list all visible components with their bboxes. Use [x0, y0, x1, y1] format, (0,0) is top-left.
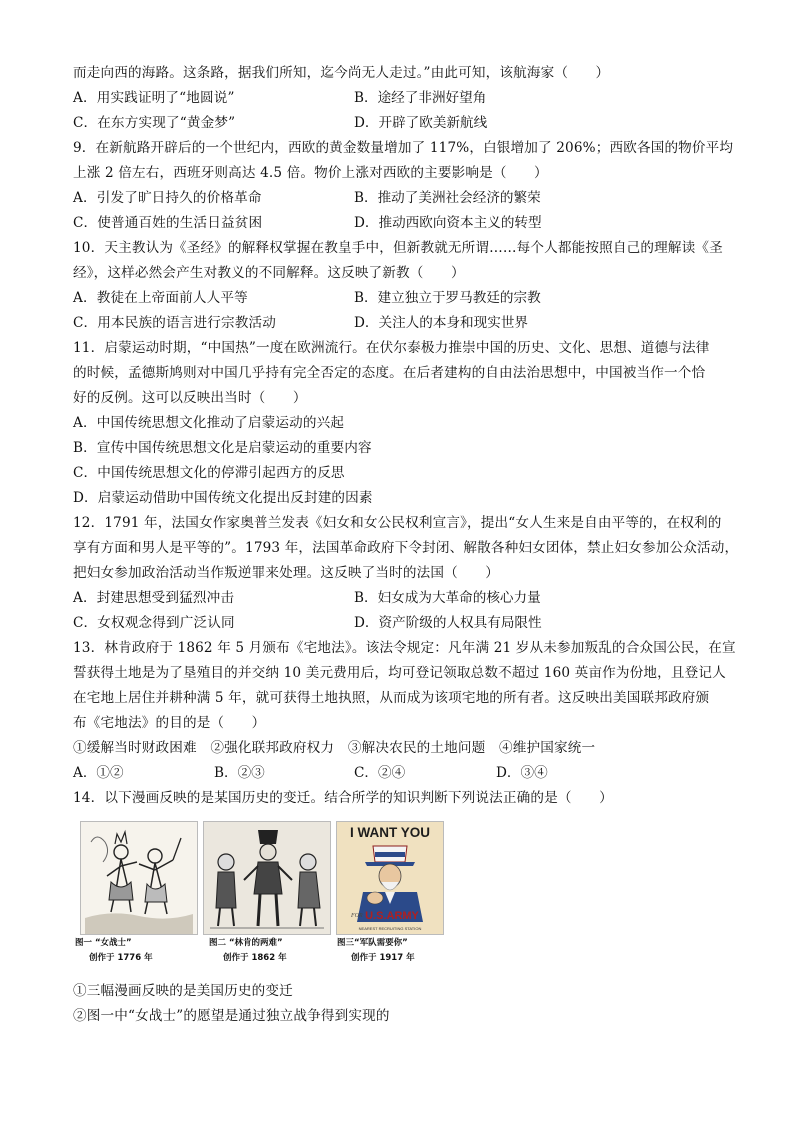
q13-option-c: C．②④	[354, 765, 406, 781]
q11-stem-line: 11．启蒙运动时期，“中国热”一度在欧洲流行。在伏尔泰极力推崇中国的历史、文化、思想、道德与法律	[73, 340, 710, 356]
q12-stem-line: 12．1791 年，法国女作家奥普兰发表《妇女和女公民权利宣言》，提出“女人生来是自由平等的，在权利的	[73, 515, 722, 531]
poster-army-text: U.S.ARMY	[365, 910, 419, 922]
q14-statement-2: ②图一中“女战士”的愿望是通过独立战争得到实现的	[73, 1008, 390, 1024]
q14-stem-line: 14．以下漫画反映的是某国历史的变迁。结合所学的知识判断下列说法正确的是（ ）	[73, 790, 613, 806]
q11-stem-line: 的时候，孟德斯鸠则对中国几乎持有完全否定的态度。在后者建构的自由法治思想中，中国被当作一个恰	[73, 365, 706, 381]
q12-stem-line: 把妇女参加政治活动当作叛逆罪来处理。这反映了当时的法国（ ）	[73, 565, 500, 581]
cartoon-figure	[75, 818, 445, 970]
caption-3-title: 图三“军队需要你”	[337, 938, 408, 948]
q8-option-b: B．途经了非洲好望角	[354, 90, 487, 106]
q12-option-d: D．资产阶级的人权具有局限性	[354, 615, 542, 631]
q10-option-b: B．建立独立于罗马教廷的宗教	[354, 290, 541, 306]
cartoon-1-drawing	[81, 822, 197, 934]
q9-option-b: B．推动了美洲社会经济的繁荣	[354, 190, 541, 206]
q8-option-c: C．在东方实现了“黄金梦”	[73, 115, 236, 131]
q13-stem-line: 在宅地上居住并耕种满 5 年，就可获得土地执照，从而成为该项宅地的所有者。这反映出美国联邦政府颁	[73, 690, 710, 706]
q8-option-a: A．用实践证明了“地圆说”	[73, 90, 235, 106]
caption-1-date: 创作于 1776 年	[89, 953, 153, 963]
q14-statement-1: ①三幅漫画反映的是美国历史的变迁	[73, 983, 293, 999]
q11-option-b: B．宣传中国传统思想文化是启蒙运动的重要内容	[73, 440, 372, 456]
cartoon-2-drawing	[204, 822, 330, 934]
caption-2-title: 图二 “林肯的两难”	[209, 938, 283, 948]
q12-option-a: A．封建思想受到猛烈冲击	[73, 590, 235, 606]
q13-option-b: B．②③	[214, 765, 265, 781]
q11-option-a: A．中国传统思想文化推动了启蒙运动的兴起	[73, 415, 345, 431]
caption-1-title: 图一 “女战士”	[75, 938, 132, 948]
q12-option-b: B．妇女成为大革命的核心力量	[354, 590, 541, 606]
q13-option-a: A．①②	[73, 765, 124, 781]
q11-stem-line: 好的反例。这可以反映出当时（ ）	[73, 390, 307, 406]
q12-option-c: C．女权观念得到广泛认同	[73, 615, 235, 631]
q9-stem-line: 上涨 2 倍左右，西班牙则高达 4.5 倍。物价上涨对西欧的主要影响是（ ）	[73, 165, 548, 181]
q10-stem-line: 10．天主教认为《圣经》的解释权掌握在教皇手中，但新教就无所谓……每个人都能按照自己的理解读《圣	[73, 240, 723, 256]
poster-footer-text: NEAREST RECRUITING STATION	[358, 926, 422, 931]
q10-option-d: D．关注人的本身和现实世界	[354, 315, 529, 331]
caption-3-date: 创作于 1917 年	[351, 953, 415, 963]
q9-option-c: C．使普通百姓的生活日益贫困	[73, 215, 263, 231]
q13-stem-line: 13．林肯政府于 1862 年 5 月颁布《宅地法》。该法令规定：凡年满 21 岁从未参加叛乱的合众国公民，在宣	[73, 640, 736, 656]
q9-option-a: A．引发了旷日持久的价格革命	[73, 190, 262, 206]
cartoon-3-i-want-you-poster	[336, 821, 444, 935]
q12-stem-line: 享有方面和男人是平等的”。1793 年，法国革命政府下令封闭、解散各种妇女团体，禁止妇女参加公众活动，	[73, 540, 739, 556]
q13-option-d: D．③④	[496, 765, 548, 781]
q11-option-d: D．启蒙运动借助中国传统文化提出反封建的因素	[73, 490, 373, 506]
q10-option-a: A．教徒在上帝面前人人平等	[73, 290, 248, 306]
q9-stem-line: 9．在新航路开辟后的一个世纪内，西欧的黄金数量增加了 117%，白银增加了 206%；西欧各国的物价平均	[73, 140, 734, 156]
poster-for-text: FOR	[351, 913, 363, 919]
poster-title-text: I WANT YOU	[349, 825, 431, 840]
q11-option-c: C．中国传统思想文化的停滞引起西方的反思	[73, 465, 345, 481]
cartoon-2-lincoln-dilemma	[203, 821, 331, 935]
q10-option-c: C．用本民族的语言进行宗教活动	[73, 315, 276, 331]
cartoon-3-drawing	[337, 822, 443, 934]
q13-statements: ①缓解当时财政困难 ②强化联邦政府权力 ③解决农民的土地问题 ④维护国家统一	[73, 740, 596, 756]
q8-text-line: 而走向西的海路。这条路，据我们所知，迄今尚无人走过。”由此可知，该航海家（ ）	[73, 65, 610, 81]
q9-option-d: D．推动西欧向资本主义的转型	[354, 215, 542, 231]
q8-option-d: D．开辟了欧美新航线	[354, 115, 488, 131]
q10-stem-line: 经》，这样必然会产生对教义的不同解释。这反映了新教（ ）	[73, 265, 465, 281]
q13-stem-line: 誓获得土地是为了垦殖目的并交纳 10 美元费用后，均可登记领取总数不超过 160 英亩作为份地，且登记人	[73, 665, 726, 681]
cartoon-1-female-warrior	[80, 821, 198, 935]
caption-2-date: 创作于 1862 年	[223, 953, 287, 963]
q13-stem-line: 布《宅地法》的目的是（ ）	[73, 715, 266, 731]
